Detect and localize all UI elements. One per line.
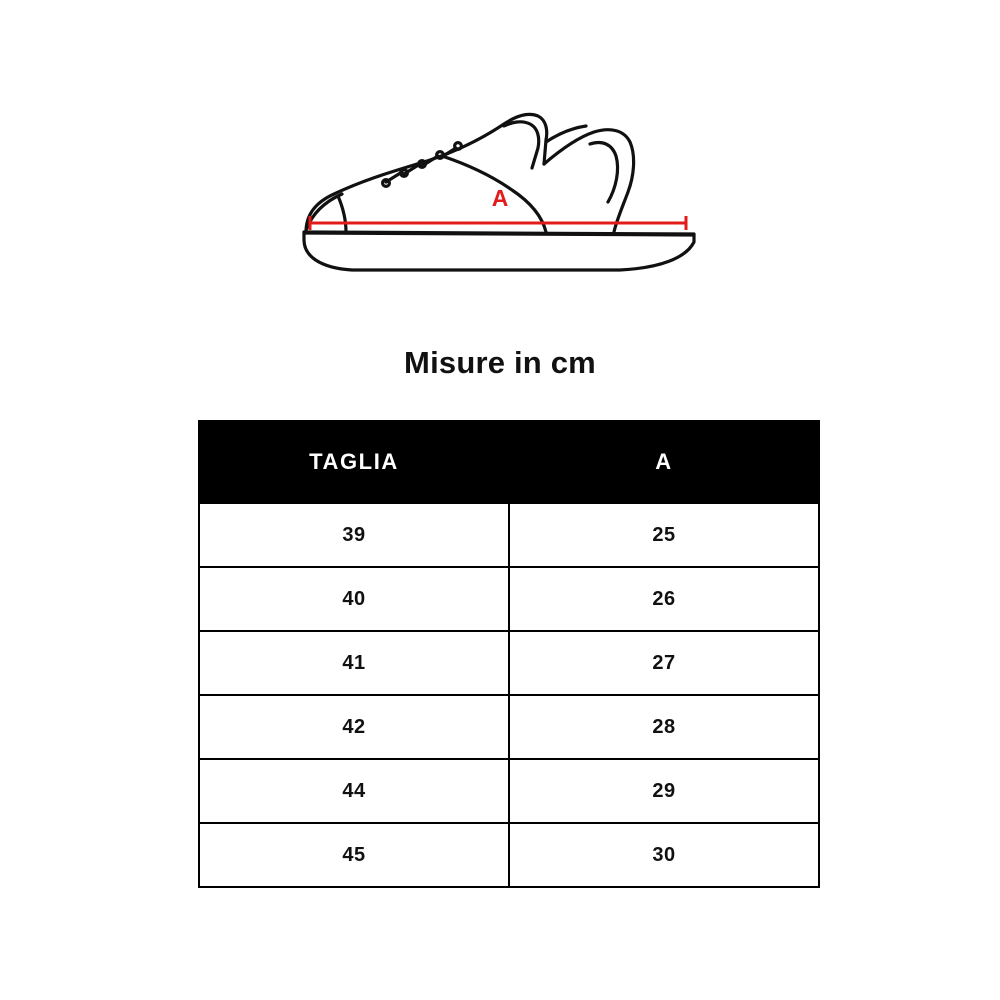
table-row	[199, 695, 819, 759]
table-header-row	[199, 421, 819, 503]
measure-label-a: A	[491, 185, 509, 211]
table-header-taglia: TAGLIA	[199, 421, 509, 503]
size-table	[198, 420, 820, 888]
cell-taglia: 44	[199, 759, 509, 823]
cell-taglia: 40	[199, 567, 509, 631]
table-row	[199, 503, 819, 567]
table-row	[199, 567, 819, 631]
cell-a: 25	[509, 503, 819, 567]
cell-a: 27	[509, 631, 819, 695]
shoe-diagram	[0, 80, 1000, 300]
caption-misure: Misure in cm	[404, 345, 596, 380]
cell-a: 30	[509, 823, 819, 887]
cell-taglia: 45	[199, 823, 509, 887]
size-table-wrap	[198, 420, 818, 888]
table-row	[199, 631, 819, 695]
table-row	[199, 759, 819, 823]
cell-taglia: 41	[199, 631, 509, 695]
cell-taglia: 39	[199, 503, 509, 567]
cell-a: 26	[509, 567, 819, 631]
cell-a: 29	[509, 759, 819, 823]
table-row	[199, 823, 819, 887]
cell-a: 28	[509, 695, 819, 759]
cell-taglia: 42	[199, 695, 509, 759]
table-header-a: A	[509, 421, 819, 503]
measurement-line-a	[310, 216, 686, 230]
shoe-illustration	[290, 90, 710, 290]
